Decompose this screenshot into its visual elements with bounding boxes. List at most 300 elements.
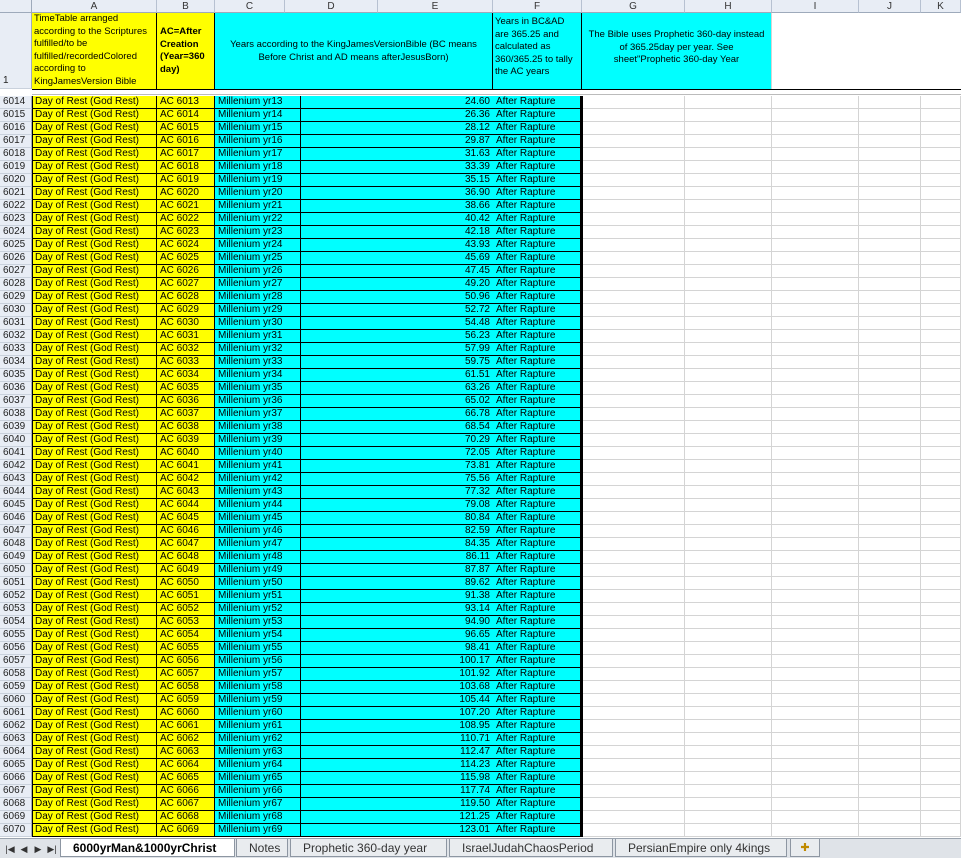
cell-b[interactable]: AC 6057 xyxy=(157,668,215,681)
empty-cell-h[interactable] xyxy=(685,161,772,174)
cell-e[interactable]: 73.81 xyxy=(301,460,493,473)
cell-f[interactable]: After Rapture xyxy=(493,512,582,525)
select-all-corner[interactable] xyxy=(0,0,32,13)
header-cell-b[interactable]: AC=After Creation (Year=360 day) xyxy=(157,13,215,89)
empty-cell-i[interactable] xyxy=(772,148,859,161)
cell-b[interactable]: AC 6042 xyxy=(157,473,215,486)
empty-cell-g[interactable] xyxy=(583,174,685,187)
empty-cell-g[interactable] xyxy=(583,109,685,122)
cell-b[interactable]: AC 6035 xyxy=(157,382,215,395)
empty-cell-g[interactable] xyxy=(583,239,685,252)
cell-b[interactable]: AC 6056 xyxy=(157,655,215,668)
empty-cell-j[interactable] xyxy=(859,707,921,720)
empty-cell-k[interactable] xyxy=(921,759,961,772)
empty-cell-k[interactable] xyxy=(921,473,961,486)
cell-c[interactable]: Millenium yr31 xyxy=(215,330,301,343)
cell-f[interactable]: After Rapture xyxy=(493,408,582,421)
cell-c[interactable]: Millenium yr14 xyxy=(215,109,301,122)
column-header-g[interactable]: G xyxy=(582,0,685,13)
cell-c[interactable]: Millenium yr24 xyxy=(215,239,301,252)
cell-a[interactable]: Day of Rest (God Rest) xyxy=(32,330,157,343)
empty-cell-h[interactable] xyxy=(685,291,772,304)
row-header[interactable]: 6069 xyxy=(0,811,32,824)
cell-f[interactable]: After Rapture xyxy=(493,343,582,356)
column-header-b[interactable]: B xyxy=(157,0,215,13)
empty-cell-h[interactable] xyxy=(685,408,772,421)
empty-cell-g[interactable] xyxy=(583,460,685,473)
cell-a[interactable]: Day of Rest (God Rest) xyxy=(32,291,157,304)
cell-c[interactable]: Millenium yr69 xyxy=(215,824,301,837)
sheet-tab[interactable]: Prophetic 360-day year xyxy=(290,839,447,857)
cell-a[interactable]: Day of Rest (God Rest) xyxy=(32,460,157,473)
empty-cell-h[interactable] xyxy=(685,486,772,499)
cell-a[interactable]: Day of Rest (God Rest) xyxy=(32,213,157,226)
empty-cell-k[interactable] xyxy=(921,304,961,317)
cell-b[interactable]: AC 6036 xyxy=(157,395,215,408)
empty-cell-i[interactable] xyxy=(772,720,859,733)
empty-cell-k[interactable] xyxy=(921,603,961,616)
empty-cell-g[interactable] xyxy=(583,538,685,551)
empty-cell-j[interactable] xyxy=(859,421,921,434)
cell-b[interactable]: AC 6028 xyxy=(157,291,215,304)
empty-cell-h[interactable] xyxy=(685,551,772,564)
empty-cell-k[interactable] xyxy=(921,694,961,707)
row-header[interactable]: 6037 xyxy=(0,395,32,408)
empty-cell-j[interactable] xyxy=(859,317,921,330)
empty-cell-k[interactable] xyxy=(921,798,961,811)
empty-cell-j[interactable] xyxy=(859,720,921,733)
empty-cell-j[interactable] xyxy=(859,486,921,499)
empty-cell-h[interactable] xyxy=(685,421,772,434)
row-header[interactable]: 6064 xyxy=(0,746,32,759)
cell-c[interactable]: Millenium yr56 xyxy=(215,655,301,668)
empty-cell-i[interactable] xyxy=(772,746,859,759)
empty-cell-j[interactable] xyxy=(859,681,921,694)
cell-a[interactable]: Day of Rest (God Rest) xyxy=(32,577,157,590)
empty-cell-g[interactable] xyxy=(583,824,685,837)
cell-b[interactable]: AC 6041 xyxy=(157,460,215,473)
empty-cell-g[interactable] xyxy=(583,798,685,811)
empty-cell-j[interactable] xyxy=(859,551,921,564)
empty-cell-g[interactable] xyxy=(583,551,685,564)
empty-cell-i[interactable] xyxy=(772,824,859,837)
first-sheet-icon[interactable]: |◀ xyxy=(5,844,15,854)
empty-cell-g[interactable] xyxy=(583,785,685,798)
empty-cell-g[interactable] xyxy=(583,564,685,577)
empty-cell-i[interactable] xyxy=(772,460,859,473)
cell-e[interactable]: 89.62 xyxy=(301,577,493,590)
cell-c[interactable]: Millenium yr15 xyxy=(215,122,301,135)
insert-sheet-icon[interactable]: ✚ xyxy=(790,839,820,857)
empty-cell-g[interactable] xyxy=(583,759,685,772)
empty-cell-j[interactable] xyxy=(859,330,921,343)
cell-c[interactable]: Millenium yr48 xyxy=(215,551,301,564)
empty-cell-h[interactable] xyxy=(685,330,772,343)
cell-a[interactable]: Day of Rest (God Rest) xyxy=(32,408,157,421)
cell-a[interactable]: Day of Rest (God Rest) xyxy=(32,564,157,577)
cell-f[interactable]: After Rapture xyxy=(493,590,582,603)
empty-cell-k[interactable] xyxy=(921,369,961,382)
empty-cell-j[interactable] xyxy=(859,213,921,226)
empty-cell-i[interactable] xyxy=(772,395,859,408)
empty-cell-j[interactable] xyxy=(859,603,921,616)
cell-f[interactable]: After Rapture xyxy=(493,161,582,174)
row-header[interactable]: 6060 xyxy=(0,694,32,707)
cell-c[interactable]: Millenium yr44 xyxy=(215,499,301,512)
empty-cell-j[interactable] xyxy=(859,460,921,473)
cell-f[interactable]: After Rapture xyxy=(493,525,582,538)
cell-a[interactable]: Day of Rest (God Rest) xyxy=(32,772,157,785)
cell-e[interactable]: 65.02 xyxy=(301,395,493,408)
last-sheet-icon[interactable]: ▶| xyxy=(47,844,57,854)
cell-b[interactable]: AC 6024 xyxy=(157,239,215,252)
cell-b[interactable]: AC 6015 xyxy=(157,122,215,135)
cell-a[interactable]: Day of Rest (God Rest) xyxy=(32,785,157,798)
empty-cell-h[interactable] xyxy=(685,226,772,239)
cell-c[interactable]: Millenium yr43 xyxy=(215,486,301,499)
cell-e[interactable]: 93.14 xyxy=(301,603,493,616)
empty-cell-k[interactable] xyxy=(921,148,961,161)
empty-cell-k[interactable] xyxy=(921,811,961,824)
row-header[interactable]: 6018 xyxy=(0,148,32,161)
empty-cell-j[interactable] xyxy=(859,811,921,824)
cell-e[interactable]: 108.95 xyxy=(301,720,493,733)
cell-f[interactable]: After Rapture xyxy=(493,330,582,343)
empty-cell-k[interactable] xyxy=(921,421,961,434)
empty-cell-j[interactable] xyxy=(859,343,921,356)
cell-e[interactable]: 52.72 xyxy=(301,304,493,317)
cell-b[interactable]: AC 6054 xyxy=(157,629,215,642)
empty-cell-j[interactable] xyxy=(859,239,921,252)
cell-b[interactable]: AC 6030 xyxy=(157,317,215,330)
cell-c[interactable]: Millenium yr19 xyxy=(215,174,301,187)
cell-e[interactable]: 47.45 xyxy=(301,265,493,278)
empty-cell-k[interactable] xyxy=(921,642,961,655)
cell-e[interactable]: 121.25 xyxy=(301,811,493,824)
cell-a[interactable]: Day of Rest (God Rest) xyxy=(32,252,157,265)
row-header[interactable]: 6046 xyxy=(0,512,32,525)
empty-cell-i[interactable] xyxy=(772,733,859,746)
cell-b[interactable]: AC 6034 xyxy=(157,369,215,382)
empty-cell-k[interactable] xyxy=(921,486,961,499)
row-header[interactable]: 6040 xyxy=(0,434,32,447)
empty-cell-g[interactable] xyxy=(583,577,685,590)
empty-cell-i[interactable] xyxy=(772,278,859,291)
cell-b[interactable]: AC 6014 xyxy=(157,109,215,122)
cell-a[interactable]: Day of Rest (God Rest) xyxy=(32,668,157,681)
cell-f[interactable]: After Rapture xyxy=(493,382,582,395)
cell-c[interactable]: Millenium yr62 xyxy=(215,733,301,746)
cell-a[interactable]: Day of Rest (God Rest) xyxy=(32,148,157,161)
empty-cell-k[interactable] xyxy=(921,252,961,265)
cell-e[interactable]: 40.42 xyxy=(301,213,493,226)
empty-cell-g[interactable] xyxy=(583,733,685,746)
cell-b[interactable]: AC 6066 xyxy=(157,785,215,798)
cell-c[interactable]: Millenium yr39 xyxy=(215,434,301,447)
cell-f[interactable]: After Rapture xyxy=(493,96,582,109)
cell-a[interactable]: Day of Rest (God Rest) xyxy=(32,395,157,408)
row-header[interactable]: 6061 xyxy=(0,707,32,720)
row-header[interactable]: 6057 xyxy=(0,655,32,668)
empty-cell-k[interactable] xyxy=(921,746,961,759)
empty-cell-k[interactable] xyxy=(921,590,961,603)
cell-a[interactable]: Day of Rest (God Rest) xyxy=(32,421,157,434)
cell-f[interactable]: After Rapture xyxy=(493,460,582,473)
empty-cell-k[interactable] xyxy=(921,772,961,785)
empty-cell-k[interactable] xyxy=(921,447,961,460)
cell-b[interactable]: AC 6062 xyxy=(157,733,215,746)
empty-cell-i[interactable] xyxy=(772,629,859,642)
cell-e[interactable]: 33.39 xyxy=(301,161,493,174)
empty-cell-i[interactable] xyxy=(772,174,859,187)
empty-cell-i[interactable] xyxy=(772,772,859,785)
empty-cell-k[interactable] xyxy=(921,265,961,278)
cell-a[interactable]: Day of Rest (God Rest) xyxy=(32,486,157,499)
column-header-f[interactable]: F xyxy=(493,0,582,13)
cell-a[interactable]: Day of Rest (God Rest) xyxy=(32,655,157,668)
cell-e[interactable]: 66.78 xyxy=(301,408,493,421)
empty-cell-k[interactable] xyxy=(921,135,961,148)
row-header[interactable]: 6058 xyxy=(0,668,32,681)
row-header[interactable]: 6033 xyxy=(0,343,32,356)
empty-cell-i[interactable] xyxy=(772,434,859,447)
cell-f[interactable]: After Rapture xyxy=(493,564,582,577)
row-header[interactable]: 6024 xyxy=(0,226,32,239)
cell-f[interactable]: After Rapture xyxy=(493,707,582,720)
empty-cell-i[interactable] xyxy=(772,616,859,629)
cell-b[interactable]: AC 6053 xyxy=(157,616,215,629)
cell-f[interactable]: After Rapture xyxy=(493,239,582,252)
empty-cell-h[interactable] xyxy=(685,590,772,603)
empty-cell-g[interactable] xyxy=(583,681,685,694)
cell-c[interactable]: Millenium yr60 xyxy=(215,707,301,720)
empty-cell-h[interactable] xyxy=(685,213,772,226)
empty-cell-g[interactable] xyxy=(583,200,685,213)
empty-cell-h[interactable] xyxy=(685,616,772,629)
cell-f[interactable]: After Rapture xyxy=(493,187,582,200)
empty-cell-h[interactable] xyxy=(685,525,772,538)
row-header[interactable]: 6020 xyxy=(0,174,32,187)
cell-e[interactable]: 98.41 xyxy=(301,642,493,655)
row-header[interactable]: 6070 xyxy=(0,824,32,837)
empty-cell-k[interactable] xyxy=(921,499,961,512)
cell-f[interactable]: After Rapture xyxy=(493,824,582,837)
cell-b[interactable]: AC 6055 xyxy=(157,642,215,655)
cell-c[interactable]: Millenium yr17 xyxy=(215,148,301,161)
cell-a[interactable]: Day of Rest (God Rest) xyxy=(32,382,157,395)
cell-b[interactable]: AC 6029 xyxy=(157,304,215,317)
empty-cell-j[interactable] xyxy=(859,447,921,460)
cell-a[interactable]: Day of Rest (God Rest) xyxy=(32,265,157,278)
cell-c[interactable]: Millenium yr41 xyxy=(215,460,301,473)
empty-cell-j[interactable] xyxy=(859,226,921,239)
empty-cell-h[interactable] xyxy=(685,603,772,616)
empty-cell-i[interactable] xyxy=(772,759,859,772)
cell-b[interactable]: AC 6060 xyxy=(157,707,215,720)
cell-b[interactable]: AC 6033 xyxy=(157,356,215,369)
cell-f[interactable]: After Rapture xyxy=(493,278,582,291)
cell-a[interactable]: Day of Rest (God Rest) xyxy=(32,96,157,109)
empty-cell-k[interactable] xyxy=(921,356,961,369)
empty-cell-k[interactable] xyxy=(921,733,961,746)
empty-cell-j[interactable] xyxy=(859,278,921,291)
empty-cell-h[interactable] xyxy=(685,187,772,200)
cell-c[interactable]: Millenium yr38 xyxy=(215,421,301,434)
empty-cell-g[interactable] xyxy=(583,421,685,434)
row-header[interactable]: 6042 xyxy=(0,460,32,473)
empty-cell-k[interactable] xyxy=(921,538,961,551)
row-header[interactable]: 6055 xyxy=(0,629,32,642)
empty-cell-j[interactable] xyxy=(859,538,921,551)
cell-e[interactable]: 117.74 xyxy=(301,785,493,798)
cell-f[interactable]: After Rapture xyxy=(493,733,582,746)
cell-a[interactable]: Day of Rest (God Rest) xyxy=(32,733,157,746)
cell-f[interactable]: After Rapture xyxy=(493,616,582,629)
empty-cell-g[interactable] xyxy=(583,772,685,785)
row-header[interactable]: 6048 xyxy=(0,538,32,551)
empty-cell-j[interactable] xyxy=(859,369,921,382)
empty-cell-g[interactable] xyxy=(583,304,685,317)
cell-a[interactable]: Day of Rest (God Rest) xyxy=(32,174,157,187)
cell-a[interactable]: Day of Rest (God Rest) xyxy=(32,304,157,317)
cell-b[interactable]: AC 6046 xyxy=(157,525,215,538)
cell-f[interactable]: After Rapture xyxy=(493,655,582,668)
empty-cell-k[interactable] xyxy=(921,681,961,694)
cell-c[interactable]: Millenium yr58 xyxy=(215,681,301,694)
cell-a[interactable]: Day of Rest (God Rest) xyxy=(32,161,157,174)
cell-f[interactable]: After Rapture xyxy=(493,213,582,226)
empty-cell-h[interactable] xyxy=(685,317,772,330)
empty-cell-i[interactable] xyxy=(772,603,859,616)
cell-e[interactable]: 84.35 xyxy=(301,538,493,551)
cell-b[interactable]: AC 6019 xyxy=(157,174,215,187)
empty-cell-k[interactable] xyxy=(921,655,961,668)
cell-e[interactable]: 105.44 xyxy=(301,694,493,707)
prev-sheet-icon[interactable]: ◀ xyxy=(20,844,28,854)
cell-f[interactable]: After Rapture xyxy=(493,499,582,512)
empty-cell-i[interactable] xyxy=(772,330,859,343)
cell-a[interactable]: Day of Rest (God Rest) xyxy=(32,499,157,512)
cell-c[interactable]: Millenium yr65 xyxy=(215,772,301,785)
empty-cell-h[interactable] xyxy=(685,811,772,824)
cell-c[interactable]: Millenium yr29 xyxy=(215,304,301,317)
cell-c[interactable]: Millenium yr47 xyxy=(215,538,301,551)
empty-cell-k[interactable] xyxy=(921,824,961,837)
cell-f[interactable]: After Rapture xyxy=(493,356,582,369)
cell-c[interactable]: Millenium yr46 xyxy=(215,525,301,538)
cell-b[interactable]: AC 6023 xyxy=(157,226,215,239)
cell-e[interactable]: 42.18 xyxy=(301,226,493,239)
empty-cell-k[interactable] xyxy=(921,96,961,109)
row-header[interactable]: 6044 xyxy=(0,486,32,499)
empty-cell-k[interactable] xyxy=(921,187,961,200)
cell-f[interactable]: After Rapture xyxy=(493,746,582,759)
cell-e[interactable]: 56.23 xyxy=(301,330,493,343)
cell-c[interactable]: Millenium yr52 xyxy=(215,603,301,616)
row-header[interactable]: 6027 xyxy=(0,265,32,278)
empty-cell-j[interactable] xyxy=(859,759,921,772)
cell-b[interactable]: AC 6017 xyxy=(157,148,215,161)
cell-e[interactable]: 68.54 xyxy=(301,421,493,434)
column-header-h[interactable]: H xyxy=(685,0,772,13)
empty-cell-h[interactable] xyxy=(685,122,772,135)
empty-cell-g[interactable] xyxy=(583,122,685,135)
row-header[interactable]: 6019 xyxy=(0,161,32,174)
empty-cell-h[interactable] xyxy=(685,369,772,382)
empty-cell-i[interactable] xyxy=(772,590,859,603)
cell-a[interactable]: Day of Rest (God Rest) xyxy=(32,109,157,122)
empty-cell-j[interactable] xyxy=(859,148,921,161)
row-header[interactable]: 6039 xyxy=(0,421,32,434)
cell-e[interactable]: 110.71 xyxy=(301,733,493,746)
cell-e[interactable]: 38.66 xyxy=(301,200,493,213)
empty-cell-h[interactable] xyxy=(685,200,772,213)
empty-cell-h[interactable] xyxy=(685,512,772,525)
cell-c[interactable]: Millenium yr13 xyxy=(215,96,301,109)
row-header[interactable]: 6026 xyxy=(0,252,32,265)
empty-cell-j[interactable] xyxy=(859,746,921,759)
cell-b[interactable]: AC 6016 xyxy=(157,135,215,148)
cell-b[interactable]: AC 6045 xyxy=(157,512,215,525)
empty-cell-h[interactable] xyxy=(685,772,772,785)
header-cell-c[interactable]: Years according to the KingJamesVersionBible (BC means Before Christ and AD means afterJesusBorn) xyxy=(215,13,493,89)
empty-cell-g[interactable] xyxy=(583,252,685,265)
row-header[interactable]: 6028 xyxy=(0,278,32,291)
empty-cell-i[interactable] xyxy=(772,486,859,499)
cell-f[interactable]: After Rapture xyxy=(493,226,582,239)
empty-cell-i[interactable] xyxy=(772,252,859,265)
empty-cell-g[interactable] xyxy=(583,512,685,525)
cell-c[interactable]: Millenium yr59 xyxy=(215,694,301,707)
cell-c[interactable]: Millenium yr55 xyxy=(215,642,301,655)
empty-cell-k[interactable] xyxy=(921,291,961,304)
empty-cell-j[interactable] xyxy=(859,733,921,746)
empty-cell-i[interactable] xyxy=(772,317,859,330)
empty-cell-i[interactable] xyxy=(772,96,859,109)
cell-a[interactable]: Day of Rest (God Rest) xyxy=(32,135,157,148)
cell-e[interactable]: 91.38 xyxy=(301,590,493,603)
empty-cell-h[interactable] xyxy=(685,668,772,681)
row-header[interactable]: 6030 xyxy=(0,304,32,317)
empty-cell-k[interactable] xyxy=(921,278,961,291)
cell-a[interactable]: Day of Rest (God Rest) xyxy=(32,434,157,447)
cell-a[interactable]: Day of Rest (God Rest) xyxy=(32,590,157,603)
row-header[interactable]: 6034 xyxy=(0,356,32,369)
empty-cell-g[interactable] xyxy=(583,603,685,616)
empty-cell-h[interactable] xyxy=(685,720,772,733)
cell-e[interactable]: 75.56 xyxy=(301,473,493,486)
empty-cell-j[interactable] xyxy=(859,96,921,109)
cell-e[interactable]: 61.51 xyxy=(301,369,493,382)
cell-a[interactable]: Day of Rest (God Rest) xyxy=(32,629,157,642)
empty-cell-j[interactable] xyxy=(859,772,921,785)
cell-a[interactable]: Day of Rest (God Rest) xyxy=(32,343,157,356)
empty-cell-j[interactable] xyxy=(859,200,921,213)
empty-cell-j[interactable] xyxy=(859,564,921,577)
row-header[interactable]: 6031 xyxy=(0,317,32,330)
cell-c[interactable]: Millenium yr66 xyxy=(215,785,301,798)
cell-c[interactable]: Millenium yr42 xyxy=(215,473,301,486)
cell-b[interactable]: AC 6067 xyxy=(157,798,215,811)
cell-f[interactable]: After Rapture xyxy=(493,291,582,304)
empty-cell-j[interactable] xyxy=(859,382,921,395)
cell-b[interactable]: AC 6032 xyxy=(157,343,215,356)
column-header-e[interactable]: E xyxy=(378,0,493,13)
cell-f[interactable]: After Rapture xyxy=(493,447,582,460)
empty-cell-k[interactable] xyxy=(921,213,961,226)
empty-cell-g[interactable] xyxy=(583,434,685,447)
cell-c[interactable]: Millenium yr51 xyxy=(215,590,301,603)
